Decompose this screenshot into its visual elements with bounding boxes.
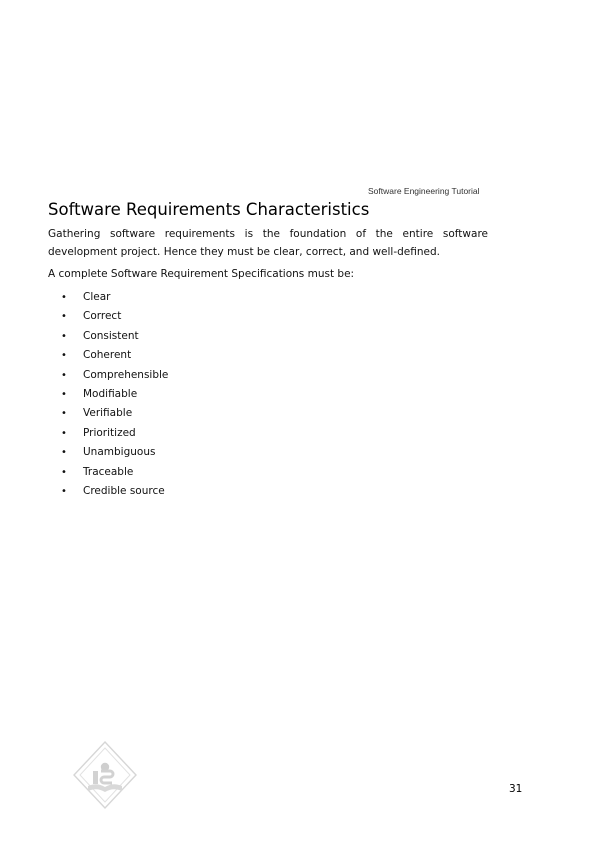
list-item-label: Coherent xyxy=(83,349,132,362)
list-item-label: Prioritized xyxy=(83,426,136,439)
bullet-icon: • xyxy=(61,311,67,323)
list-item xyxy=(48,425,168,444)
bullet-icon: • xyxy=(61,292,67,303)
list-item-label: Verifiable xyxy=(83,407,133,420)
list-item-label: Correct xyxy=(83,310,122,323)
characteristics-list xyxy=(48,289,168,502)
list-item xyxy=(48,347,168,366)
list-item xyxy=(48,464,168,483)
page-number: 31 xyxy=(509,783,523,795)
list-item-label: Unambiguous xyxy=(83,446,156,459)
bullet-icon: • xyxy=(61,427,67,439)
bullet-icon: • xyxy=(61,466,67,478)
bullet-icon: • xyxy=(61,388,67,400)
bullet-icon: • xyxy=(61,350,67,362)
bullet-icon: • xyxy=(61,369,67,381)
tutorialspoint-logo-icon xyxy=(72,740,138,810)
list-item-label: Credible source xyxy=(83,484,165,497)
bullet-icon: • xyxy=(61,485,67,497)
intro-paragraph: Gathering software requirements is the foundation of the entire software development project. Hence they must be clear, correct, and well-defined. xyxy=(48,228,488,258)
list-item xyxy=(48,289,168,308)
list-item xyxy=(48,483,168,502)
list-item-label: Clear xyxy=(83,291,111,303)
list-item-label: Consistent xyxy=(83,329,139,342)
list-item xyxy=(48,444,168,463)
running-header: Software Engineering Tutorial xyxy=(368,186,480,196)
bullet-icon: • xyxy=(61,330,67,342)
list-item xyxy=(48,308,168,327)
bullet-icon: • xyxy=(61,447,67,459)
list-item xyxy=(48,367,168,386)
list-item xyxy=(48,386,168,405)
list-item xyxy=(48,405,168,424)
lead-in-text: A complete Software Requirement Specifications must be: xyxy=(48,268,355,280)
list-item-label: Traceable xyxy=(83,465,134,478)
list-item-label: Modifiable xyxy=(83,387,138,400)
bullet-icon: • xyxy=(61,408,67,420)
page-title: Software Requirements Characteristics xyxy=(48,200,370,219)
list-item-label: Comprehensible xyxy=(83,368,169,381)
list-item xyxy=(48,328,168,347)
